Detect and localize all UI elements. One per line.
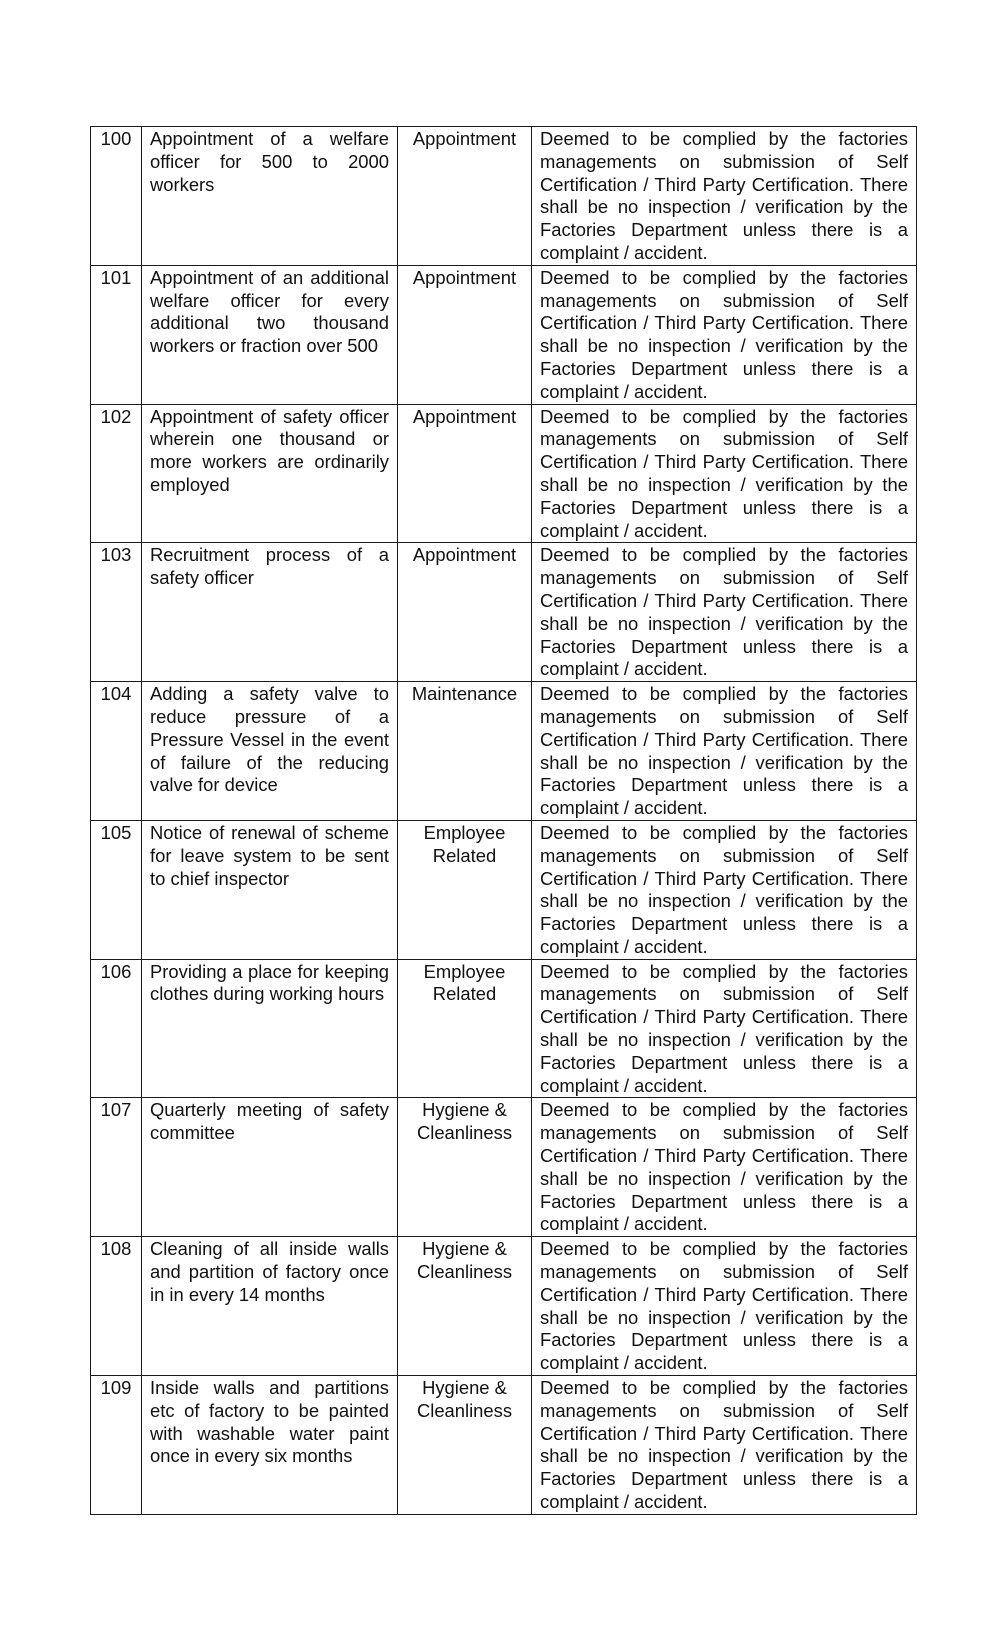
table-row [91, 1237, 917, 1376]
serial-number-cell: 106 [91, 959, 142, 1098]
table-row [91, 1376, 917, 1515]
category-cell: Appointment [398, 127, 532, 266]
table-row [91, 404, 917, 543]
serial-number-cell: 100 [91, 127, 142, 266]
remarks-cell: Deemed to be complied by the factories managements on submission of Self Certification / Third Party Certification. There shall be no inspection / verification by the Factories Department unless there is a complaint / accident. [532, 265, 917, 404]
table-row [91, 1098, 917, 1237]
remarks-cell: Deemed to be complied by the factories managements on submission of Self Certification / Third Party Certification. There shall be no inspection / verification by the Factories Department unless there is a complaint / accident. [532, 820, 917, 959]
category-cell: Appointment [398, 404, 532, 543]
item-description-cell: Providing a place for keeping clothes during working hours [142, 959, 398, 1098]
category-cell: Employee Related [398, 959, 532, 1098]
item-description-cell: Quarterly meeting of safety committee [142, 1098, 398, 1237]
serial-number-cell: 107 [91, 1098, 142, 1237]
remarks-cell: Deemed to be complied by the factories managements on submission of Self Certification / Third Party Certification. There shall be no inspection / verification by the Factories Department unless there is a complaint / accident. [532, 127, 917, 266]
table-row [91, 959, 917, 1098]
item-description-cell: Appointment of safety officer wherein one thousand or more workers are ordinarily employed [142, 404, 398, 543]
item-description-cell: Recruitment process of a safety officer [142, 543, 398, 682]
category-cell: Appointment [398, 543, 532, 682]
remarks-cell: Deemed to be complied by the factories managements on submission of Self Certification / Third Party Certification. There shall be no inspection / verification by the Factories Department unless there is a complaint / accident. [532, 1237, 917, 1376]
item-description-cell: Adding a safety valve to reduce pressure of a Pressure Vessel in the event of failure of the reducing valve for device [142, 682, 398, 821]
item-description-cell: Appointment of an additional welfare officer for every additional two thousand workers or fraction over 500 [142, 265, 398, 404]
item-description-cell: Notice of renewal of scheme for leave system to be sent to chief inspector [142, 820, 398, 959]
remarks-cell: Deemed to be complied by the factories managements on submission of Self Certification / Third Party Certification. There shall be no inspection / verification by the Factories Department unless there is a complaint / accident. [532, 1098, 917, 1237]
category-cell: Employee Related [398, 820, 532, 959]
category-cell: Hygiene & Cleanliness [398, 1237, 532, 1376]
serial-number-cell: 105 [91, 820, 142, 959]
category-cell: Maintenance [398, 682, 532, 821]
table-row [91, 682, 917, 821]
remarks-cell: Deemed to be complied by the factories managements on submission of Self Certification / Third Party Certification. There shall be no inspection / verification by the Factories Department unless there is a complaint / accident. [532, 682, 917, 821]
item-description-cell: Cleaning of all inside walls and partition of factory once in in every 14 months [142, 1237, 398, 1376]
serial-number-cell: 109 [91, 1376, 142, 1515]
category-cell: Appointment [398, 265, 532, 404]
remarks-cell: Deemed to be complied by the factories managements on submission of Self Certification / Third Party Certification. There shall be no inspection / verification by the Factories Department unless there is a complaint / accident. [532, 543, 917, 682]
serial-number-cell: 102 [91, 404, 142, 543]
serial-number-cell: 103 [91, 543, 142, 682]
table-row [91, 543, 917, 682]
category-cell: Hygiene & Cleanliness [398, 1098, 532, 1237]
compliance-table [90, 126, 917, 1515]
table-row [91, 265, 917, 404]
table-row [91, 820, 917, 959]
item-description-cell: Inside walls and partitions etc of factory to be painted with washable water paint once in every six months [142, 1376, 398, 1515]
category-cell: Hygiene & Cleanliness [398, 1376, 532, 1515]
remarks-cell: Deemed to be complied by the factories managements on submission of Self Certification / Third Party Certification. There shall be no inspection / verification by the Factories Department unless there is a complaint / accident. [532, 959, 917, 1098]
item-description-cell: Appointment of a welfare officer for 500 to 2000 workers [142, 127, 398, 266]
table-row [91, 127, 917, 266]
remarks-cell: Deemed to be complied by the factories managements on submission of Self Certification / Third Party Certification. There shall be no inspection / verification by the Factories Department unless there is a complaint / accident. [532, 1376, 917, 1515]
serial-number-cell: 104 [91, 682, 142, 821]
remarks-cell: Deemed to be complied by the factories managements on submission of Self Certification / Third Party Certification. There shall be no inspection / verification by the Factories Department unless there is a complaint / accident. [532, 404, 917, 543]
serial-number-cell: 101 [91, 265, 142, 404]
serial-number-cell: 108 [91, 1237, 142, 1376]
